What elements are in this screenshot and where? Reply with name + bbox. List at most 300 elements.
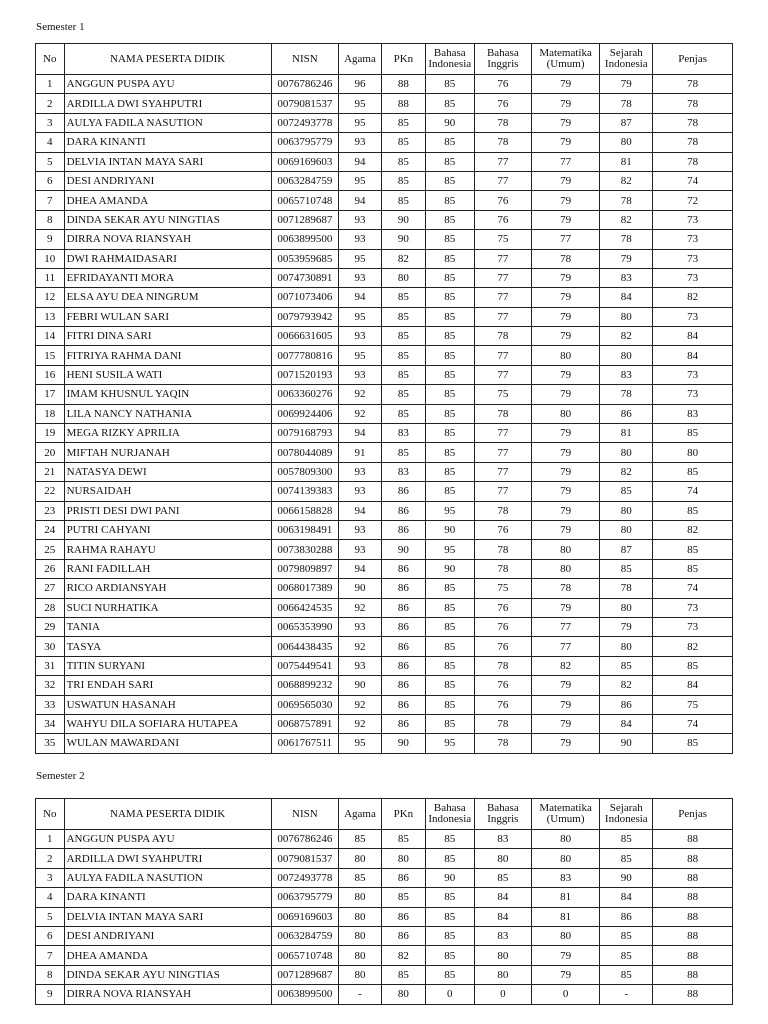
col-nisn-cell: 0061767511 xyxy=(271,734,338,753)
col-no-cell: 3 xyxy=(36,868,65,887)
header-col-penjas: Penjas xyxy=(653,799,733,830)
col-no-cell: 11 xyxy=(36,268,65,287)
col-nama-cell: PUTRI CAHYANI xyxy=(64,520,271,539)
col-nisn-cell: 0079081537 xyxy=(271,94,338,113)
col-bahasa-indonesia-cell: 85 xyxy=(425,617,474,636)
col-agama-cell: 92 xyxy=(339,598,382,617)
table-row xyxy=(36,482,733,501)
col-nama-cell: WAHYU DILA SOFIARA HUTAPEA xyxy=(64,714,271,733)
col-nama-cell: PRISTI DESI DWI PANI xyxy=(64,501,271,520)
col-bahasa-indonesia-cell: 85 xyxy=(425,210,474,229)
col-bahasa-indonesia-cell: 85 xyxy=(425,404,474,423)
col-agama-cell: 93 xyxy=(339,230,382,249)
col-penjas-cell: 73 xyxy=(653,249,733,268)
col-no-cell: 5 xyxy=(36,152,65,171)
col-agama-cell: - xyxy=(339,985,382,1004)
col-no-cell: 14 xyxy=(36,327,65,346)
col-nisn-cell: 0079793942 xyxy=(271,307,338,326)
table-row xyxy=(36,133,733,152)
col-bahasa-inggris-cell: 78 xyxy=(474,133,531,152)
col-bahasa-inggris-cell: 77 xyxy=(474,462,531,481)
table-row xyxy=(36,268,733,287)
col-nisn-cell: 0063360276 xyxy=(271,385,338,404)
col-matematika-cell: 79 xyxy=(531,210,599,229)
col-pkn-cell: 85 xyxy=(381,327,425,346)
col-bahasa-inggris-cell: 77 xyxy=(474,307,531,326)
col-matematika-cell: 80 xyxy=(531,926,599,945)
col-agama-cell: 94 xyxy=(339,288,382,307)
col-matematika-cell: 78 xyxy=(531,249,599,268)
col-bahasa-inggris-cell: 80 xyxy=(474,965,531,984)
col-bahasa-indonesia-cell: 95 xyxy=(425,501,474,520)
col-matematika-cell: 79 xyxy=(531,443,599,462)
table-row xyxy=(36,888,733,907)
col-pkn-cell: 85 xyxy=(381,288,425,307)
col-matematika-cell: 77 xyxy=(531,230,599,249)
col-nisn-cell: 0065710748 xyxy=(271,946,338,965)
col-nama-cell: HENI SUSILA WATI xyxy=(64,365,271,384)
col-matematika-cell: 79 xyxy=(531,520,599,539)
col-no-cell: 1 xyxy=(36,830,65,849)
col-nisn-cell: 0068899232 xyxy=(271,676,338,695)
col-bahasa-indonesia-cell: 85 xyxy=(425,249,474,268)
col-nisn-cell: 0069924406 xyxy=(271,404,338,423)
col-no-cell: 29 xyxy=(36,617,65,636)
header-col-agama: Agama xyxy=(339,799,382,830)
table-row xyxy=(36,94,733,113)
col-bahasa-inggris-cell: 76 xyxy=(474,94,531,113)
col-no-cell: 9 xyxy=(36,985,65,1004)
col-nisn-cell: 0071520193 xyxy=(271,365,338,384)
col-bahasa-indonesia-cell: 85 xyxy=(425,288,474,307)
header-col-agama: Agama xyxy=(339,44,382,75)
table-row xyxy=(36,946,733,965)
col-sejarah-indonesia-cell: 78 xyxy=(600,230,653,249)
col-nisn-cell: 0075449541 xyxy=(271,656,338,675)
col-no-cell: 24 xyxy=(36,520,65,539)
col-matematika-cell: 79 xyxy=(531,75,599,94)
col-pkn-cell: 85 xyxy=(381,443,425,462)
col-penjas-cell: 75 xyxy=(653,695,733,714)
col-bahasa-inggris-cell: 77 xyxy=(474,249,531,268)
table-header-row xyxy=(36,44,733,75)
col-bahasa-inggris-cell: 78 xyxy=(474,734,531,753)
col-bahasa-inggris-cell: 77 xyxy=(474,288,531,307)
col-penjas-cell: 85 xyxy=(653,462,733,481)
col-nisn-cell: 0057809300 xyxy=(271,462,338,481)
col-agama-cell: 95 xyxy=(339,113,382,132)
col-matematika-cell: 79 xyxy=(531,171,599,190)
col-penjas-cell: 82 xyxy=(653,288,733,307)
col-no-cell: 8 xyxy=(36,965,65,984)
table-row xyxy=(36,676,733,695)
col-pkn-cell: 85 xyxy=(381,171,425,190)
col-matematika-cell: 79 xyxy=(531,695,599,714)
table-row xyxy=(36,230,733,249)
col-no-cell: 1 xyxy=(36,75,65,94)
col-no-cell: 32 xyxy=(36,676,65,695)
col-bahasa-indonesia-cell: 90 xyxy=(425,113,474,132)
col-bahasa-indonesia-cell: 85 xyxy=(425,268,474,287)
col-nisn-cell: 0063795779 xyxy=(271,133,338,152)
col-penjas-cell: 80 xyxy=(653,443,733,462)
col-penjas-cell: 85 xyxy=(653,424,733,443)
col-no-cell: 15 xyxy=(36,346,65,365)
col-nama-cell: NURSAIDAH xyxy=(64,482,271,501)
col-no-cell: 20 xyxy=(36,443,65,462)
col-matematika-cell: 79 xyxy=(531,424,599,443)
col-agama-cell: 80 xyxy=(339,946,382,965)
col-nisn-cell: 0065710748 xyxy=(271,191,338,210)
col-bahasa-inggris-cell: 76 xyxy=(474,695,531,714)
col-pkn-cell: 85 xyxy=(381,152,425,171)
col-bahasa-inggris-cell: 80 xyxy=(474,849,531,868)
table-row xyxy=(36,307,733,326)
col-nama-cell: TITIN SURYANI xyxy=(64,656,271,675)
table-row xyxy=(36,540,733,559)
col-nama-cell: RICO ARDIANSYAH xyxy=(64,579,271,598)
col-penjas-cell: 84 xyxy=(653,676,733,695)
table-row xyxy=(36,830,733,849)
col-penjas-cell: 73 xyxy=(653,598,733,617)
col-matematika-cell: 80 xyxy=(531,404,599,423)
col-nama-cell: WULAN MAWARDANI xyxy=(64,734,271,753)
col-agama-cell: 93 xyxy=(339,462,382,481)
col-nama-cell: USWATUN HASANAH xyxy=(64,695,271,714)
col-nisn-cell: 0076786246 xyxy=(271,830,338,849)
col-nisn-cell: 0071073406 xyxy=(271,288,338,307)
col-bahasa-indonesia-cell: 85 xyxy=(425,94,474,113)
col-bahasa-inggris-cell: 80 xyxy=(474,946,531,965)
col-bahasa-indonesia-cell: 85 xyxy=(425,888,474,907)
semester-2-grades-table xyxy=(35,798,733,1005)
col-bahasa-indonesia-cell: 85 xyxy=(425,385,474,404)
col-agama-cell: 93 xyxy=(339,327,382,346)
table-row xyxy=(36,152,733,171)
col-bahasa-inggris-cell: 76 xyxy=(474,598,531,617)
semester-1-grades-table xyxy=(35,43,733,754)
col-pkn-cell: 86 xyxy=(381,520,425,539)
col-no-cell: 33 xyxy=(36,695,65,714)
col-no-cell: 8 xyxy=(36,210,65,229)
col-pkn-cell: 85 xyxy=(381,830,425,849)
col-bahasa-inggris-cell: 76 xyxy=(474,75,531,94)
col-nisn-cell: 0068017389 xyxy=(271,579,338,598)
col-bahasa-indonesia-cell: 85 xyxy=(425,191,474,210)
table-row xyxy=(36,501,733,520)
col-bahasa-indonesia-cell: 85 xyxy=(425,907,474,926)
col-matematika-cell: 79 xyxy=(531,946,599,965)
table-row xyxy=(36,75,733,94)
col-pkn-cell: 86 xyxy=(381,482,425,501)
table-row xyxy=(36,714,733,733)
col-bahasa-inggris-cell: 77 xyxy=(474,443,531,462)
col-nama-cell: DINDA SEKAR AYU NINGTIAS xyxy=(64,965,271,984)
col-pkn-cell: 86 xyxy=(381,926,425,945)
col-bahasa-inggris-cell: 77 xyxy=(474,424,531,443)
col-agama-cell: 95 xyxy=(339,94,382,113)
col-bahasa-indonesia-cell: 85 xyxy=(425,424,474,443)
col-sejarah-indonesia-cell: 81 xyxy=(600,424,653,443)
col-bahasa-indonesia-cell: 85 xyxy=(425,637,474,656)
col-sejarah-indonesia-cell: 78 xyxy=(600,579,653,598)
col-nama-cell: NATASYA DEWI xyxy=(64,462,271,481)
col-penjas-cell: 88 xyxy=(653,946,733,965)
table-row xyxy=(36,404,733,423)
col-sejarah-indonesia-cell: 90 xyxy=(600,734,653,753)
col-penjas-cell: 84 xyxy=(653,327,733,346)
col-bahasa-inggris-cell: 75 xyxy=(474,230,531,249)
col-matematika-cell: 79 xyxy=(531,734,599,753)
col-penjas-cell: 85 xyxy=(653,540,733,559)
col-matematika-cell: 79 xyxy=(531,191,599,210)
col-no-cell: 9 xyxy=(36,230,65,249)
col-sejarah-indonesia-cell: 80 xyxy=(600,637,653,656)
table-row xyxy=(36,443,733,462)
col-matematika-cell: 79 xyxy=(531,385,599,404)
col-nisn-cell: 0063284759 xyxy=(271,171,338,190)
col-nama-cell: TRI ENDAH SARI xyxy=(64,676,271,695)
header-col-sejarah-indonesia: Sejarah Indonesia xyxy=(600,44,653,75)
col-pkn-cell: 85 xyxy=(381,365,425,384)
col-nama-cell: DESI ANDRIYANI xyxy=(64,171,271,190)
col-no-cell: 2 xyxy=(36,849,65,868)
col-pkn-cell: 83 xyxy=(381,462,425,481)
col-penjas-cell: 73 xyxy=(653,210,733,229)
col-sejarah-indonesia-cell: 82 xyxy=(600,462,653,481)
col-sejarah-indonesia-cell: 81 xyxy=(600,152,653,171)
col-matematika-cell: 80 xyxy=(531,849,599,868)
col-nama-cell: DELVIA INTAN MAYA SARI xyxy=(64,907,271,926)
col-bahasa-indonesia-cell: 90 xyxy=(425,520,474,539)
col-nama-cell: TASYA xyxy=(64,637,271,656)
col-pkn-cell: 86 xyxy=(381,617,425,636)
col-bahasa-inggris-cell: 83 xyxy=(474,830,531,849)
col-penjas-cell: 73 xyxy=(653,385,733,404)
table-row xyxy=(36,985,733,1004)
col-sejarah-indonesia-cell: 79 xyxy=(600,75,653,94)
table-row xyxy=(36,926,733,945)
col-nisn-cell: 0073830288 xyxy=(271,540,338,559)
col-matematika-cell: 80 xyxy=(531,346,599,365)
col-pkn-cell: 85 xyxy=(381,307,425,326)
col-pkn-cell: 82 xyxy=(381,249,425,268)
col-sejarah-indonesia-cell: 84 xyxy=(600,888,653,907)
col-penjas-cell: 88 xyxy=(653,985,733,1004)
col-nama-cell: ANGGUN PUSPA AYU xyxy=(64,75,271,94)
col-pkn-cell: 85 xyxy=(381,113,425,132)
col-penjas-cell: 88 xyxy=(653,849,733,868)
col-nama-cell: DELVIA INTAN MAYA SARI xyxy=(64,152,271,171)
col-nisn-cell: 0078044089 xyxy=(271,443,338,462)
col-bahasa-inggris-cell: 76 xyxy=(474,191,531,210)
col-agama-cell: 92 xyxy=(339,404,382,423)
col-bahasa-indonesia-cell: 85 xyxy=(425,230,474,249)
col-penjas-cell: 72 xyxy=(653,191,733,210)
header-col-pkn: PKn xyxy=(381,799,425,830)
col-sejarah-indonesia-cell: 84 xyxy=(600,288,653,307)
col-nama-cell: EFRIDAYANTI MORA xyxy=(64,268,271,287)
header-col-matematika: Matematika (Umum) xyxy=(531,44,599,75)
col-matematika-cell: 79 xyxy=(531,133,599,152)
col-sejarah-indonesia-cell: 82 xyxy=(600,171,653,190)
col-no-cell: 16 xyxy=(36,365,65,384)
col-pkn-cell: 85 xyxy=(381,888,425,907)
col-bahasa-inggris-cell: 77 xyxy=(474,152,531,171)
col-bahasa-indonesia-cell: 95 xyxy=(425,734,474,753)
col-nama-cell: MIFTAH NURJANAH xyxy=(64,443,271,462)
col-bahasa-indonesia-cell: 90 xyxy=(425,868,474,887)
col-matematika-cell: 79 xyxy=(531,462,599,481)
col-no-cell: 5 xyxy=(36,907,65,926)
col-sejarah-indonesia-cell: 80 xyxy=(600,520,653,539)
col-no-cell: 21 xyxy=(36,462,65,481)
col-no-cell: 12 xyxy=(36,288,65,307)
col-agama-cell: 90 xyxy=(339,676,382,695)
col-sejarah-indonesia-cell: 79 xyxy=(600,617,653,636)
col-bahasa-inggris-cell: 85 xyxy=(474,868,531,887)
col-pkn-cell: 90 xyxy=(381,210,425,229)
col-bahasa-inggris-cell: 77 xyxy=(474,268,531,287)
col-pkn-cell: 86 xyxy=(381,598,425,617)
col-no-cell: 2 xyxy=(36,94,65,113)
col-no-cell: 17 xyxy=(36,385,65,404)
col-penjas-cell: 84 xyxy=(653,346,733,365)
col-matematika-cell: 77 xyxy=(531,152,599,171)
table-row xyxy=(36,191,733,210)
col-agama-cell: 92 xyxy=(339,637,382,656)
col-sejarah-indonesia-cell: 78 xyxy=(600,191,653,210)
header-col-no: No xyxy=(36,44,65,75)
col-agama-cell: 95 xyxy=(339,249,382,268)
col-penjas-cell: 85 xyxy=(653,734,733,753)
col-pkn-cell: 85 xyxy=(381,404,425,423)
col-penjas-cell: 82 xyxy=(653,637,733,656)
semester-1-title: Semester 1 xyxy=(36,21,85,33)
col-no-cell: 4 xyxy=(36,888,65,907)
col-no-cell: 35 xyxy=(36,734,65,753)
col-agama-cell: 92 xyxy=(339,385,382,404)
col-agama-cell: 93 xyxy=(339,656,382,675)
col-sejarah-indonesia-cell: 87 xyxy=(600,113,653,132)
header-col-bahasa-inggris: Bahasa Inggris xyxy=(474,799,531,830)
col-bahasa-indonesia-cell: 85 xyxy=(425,714,474,733)
table-row xyxy=(36,617,733,636)
col-bahasa-inggris-cell: 76 xyxy=(474,617,531,636)
col-nama-cell: MEGA RIZKY APRILIA xyxy=(64,424,271,443)
col-no-cell: 7 xyxy=(36,946,65,965)
col-bahasa-indonesia-cell: 90 xyxy=(425,559,474,578)
col-penjas-cell: 74 xyxy=(653,171,733,190)
col-matematika-cell: 79 xyxy=(531,965,599,984)
col-agama-cell: 91 xyxy=(339,443,382,462)
col-no-cell: 22 xyxy=(36,482,65,501)
col-agama-cell: 93 xyxy=(339,210,382,229)
col-nisn-cell: 0063899500 xyxy=(271,230,338,249)
col-no-cell: 13 xyxy=(36,307,65,326)
col-agama-cell: 80 xyxy=(339,888,382,907)
col-matematika-cell: 79 xyxy=(531,501,599,520)
col-pkn-cell: 83 xyxy=(381,424,425,443)
col-nisn-cell: 0072493778 xyxy=(271,868,338,887)
col-bahasa-inggris-cell: 78 xyxy=(474,501,531,520)
col-penjas-cell: 88 xyxy=(653,926,733,945)
col-bahasa-indonesia-cell: 85 xyxy=(425,598,474,617)
col-bahasa-inggris-cell: 76 xyxy=(474,637,531,656)
col-sejarah-indonesia-cell: 85 xyxy=(600,559,653,578)
col-bahasa-inggris-cell: 77 xyxy=(474,365,531,384)
table-row xyxy=(36,868,733,887)
col-nisn-cell: 0071289687 xyxy=(271,965,338,984)
header-col-matematika: Matematika (Umum) xyxy=(531,799,599,830)
col-sejarah-indonesia-cell: 80 xyxy=(600,307,653,326)
col-nama-cell: DINDA SEKAR AYU NINGTIAS xyxy=(64,210,271,229)
col-sejarah-indonesia-cell: 84 xyxy=(600,714,653,733)
col-bahasa-indonesia-cell: 85 xyxy=(425,656,474,675)
col-bahasa-indonesia-cell: 85 xyxy=(425,462,474,481)
table-row xyxy=(36,965,733,984)
col-nisn-cell: 0077780816 xyxy=(271,346,338,365)
col-agama-cell: 94 xyxy=(339,424,382,443)
col-no-cell: 18 xyxy=(36,404,65,423)
col-penjas-cell: 85 xyxy=(653,656,733,675)
col-sejarah-indonesia-cell: 85 xyxy=(600,926,653,945)
col-penjas-cell: 88 xyxy=(653,868,733,887)
col-nisn-cell: 0066424535 xyxy=(271,598,338,617)
table-header-row xyxy=(36,799,733,830)
col-penjas-cell: 78 xyxy=(653,133,733,152)
col-sejarah-indonesia-cell: 80 xyxy=(600,346,653,365)
col-penjas-cell: 88 xyxy=(653,965,733,984)
col-no-cell: 26 xyxy=(36,559,65,578)
col-no-cell: 30 xyxy=(36,637,65,656)
col-pkn-cell: 82 xyxy=(381,946,425,965)
table-row xyxy=(36,171,733,190)
col-matematika-cell: 81 xyxy=(531,907,599,926)
col-agama-cell: 93 xyxy=(339,365,382,384)
col-bahasa-inggris-cell: 78 xyxy=(474,559,531,578)
col-agama-cell: 94 xyxy=(339,501,382,520)
header-col-sejarah-indonesia: Sejarah Indonesia xyxy=(600,799,653,830)
col-penjas-cell: 88 xyxy=(653,830,733,849)
col-agama-cell: 94 xyxy=(339,559,382,578)
col-bahasa-indonesia-cell: 85 xyxy=(425,346,474,365)
col-sejarah-indonesia-cell: 80 xyxy=(600,133,653,152)
col-matematika-cell: 82 xyxy=(531,656,599,675)
col-bahasa-inggris-cell: 78 xyxy=(474,404,531,423)
col-bahasa-indonesia-cell: 85 xyxy=(425,965,474,984)
table-row xyxy=(36,849,733,868)
col-sejarah-indonesia-cell: 85 xyxy=(600,946,653,965)
col-sejarah-indonesia-cell: 80 xyxy=(600,598,653,617)
col-no-cell: 7 xyxy=(36,191,65,210)
col-bahasa-indonesia-cell: 85 xyxy=(425,482,474,501)
col-bahasa-indonesia-cell: 85 xyxy=(425,365,474,384)
col-pkn-cell: 85 xyxy=(381,133,425,152)
col-bahasa-inggris-cell: 84 xyxy=(474,907,531,926)
col-nisn-cell: 0079809897 xyxy=(271,559,338,578)
col-matematika-cell: 79 xyxy=(531,288,599,307)
table-row xyxy=(36,462,733,481)
col-nisn-cell: 0066631605 xyxy=(271,327,338,346)
col-no-cell: 34 xyxy=(36,714,65,733)
col-matematika-cell: 79 xyxy=(531,598,599,617)
col-nama-cell: ARDILLA DWI SYAHPUTRI xyxy=(64,849,271,868)
col-bahasa-inggris-cell: 78 xyxy=(474,540,531,559)
col-no-cell: 25 xyxy=(36,540,65,559)
header-col-nisn: NISN xyxy=(271,44,338,75)
col-bahasa-inggris-cell: 83 xyxy=(474,926,531,945)
